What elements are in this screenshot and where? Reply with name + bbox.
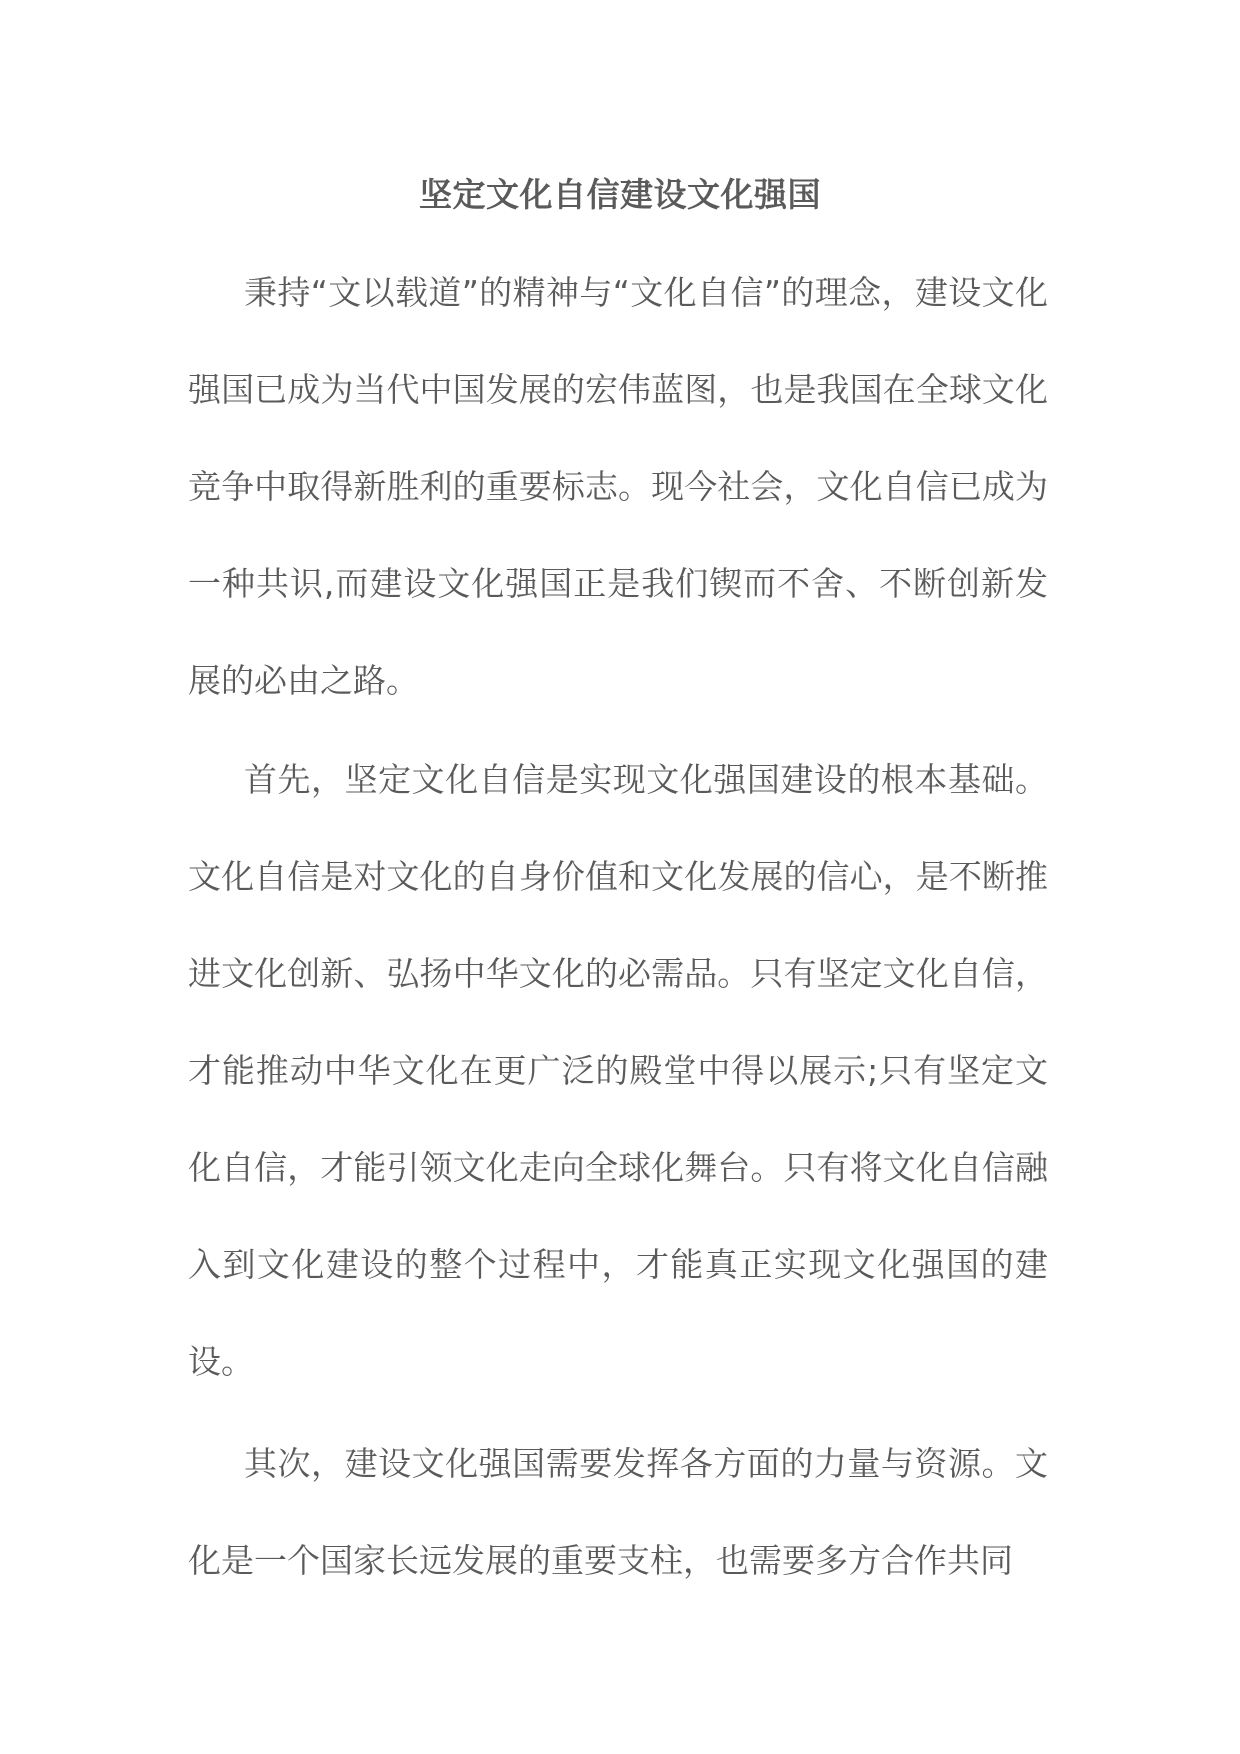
paragraph-2: 首先，坚定文化自信是实现文化强国建设的根本基础。文化自信是对文化的自身价值和文化发展的信心，是不断推进文化创新、弘扬中华文化的必需品。只有坚定文化自信，才能推动中华文化在更广泛的殿堂中得以展示;只有坚定文化自信，才能引领文化走向全球化舞台。只有将文化自信融入到文化建设的整个过程中，才能真正实现文化强国的建设。 xyxy=(188,760,1048,1381)
document-title: 坚定文化自信建设文化强国 xyxy=(419,175,821,214)
paragraph-3: 其次，建设文化强国需要发挥各方面的力量与资源。文化是一个国家长远发展的重要支柱，也需要多方合作共同 xyxy=(188,1444,1048,1580)
paragraph-1: 秉持“文以载道”的精神与“文化自信”的理念，建设文化强国已成为当代中国发展的宏伟蓝图，也是我国在全球文化竞争中取得新胜利的重要标志。现今社会，文化自信已成为一种共识,而建设文化强国正是我们锲而不舍、不断创新发展的必由之路。 xyxy=(188,273,1048,700)
